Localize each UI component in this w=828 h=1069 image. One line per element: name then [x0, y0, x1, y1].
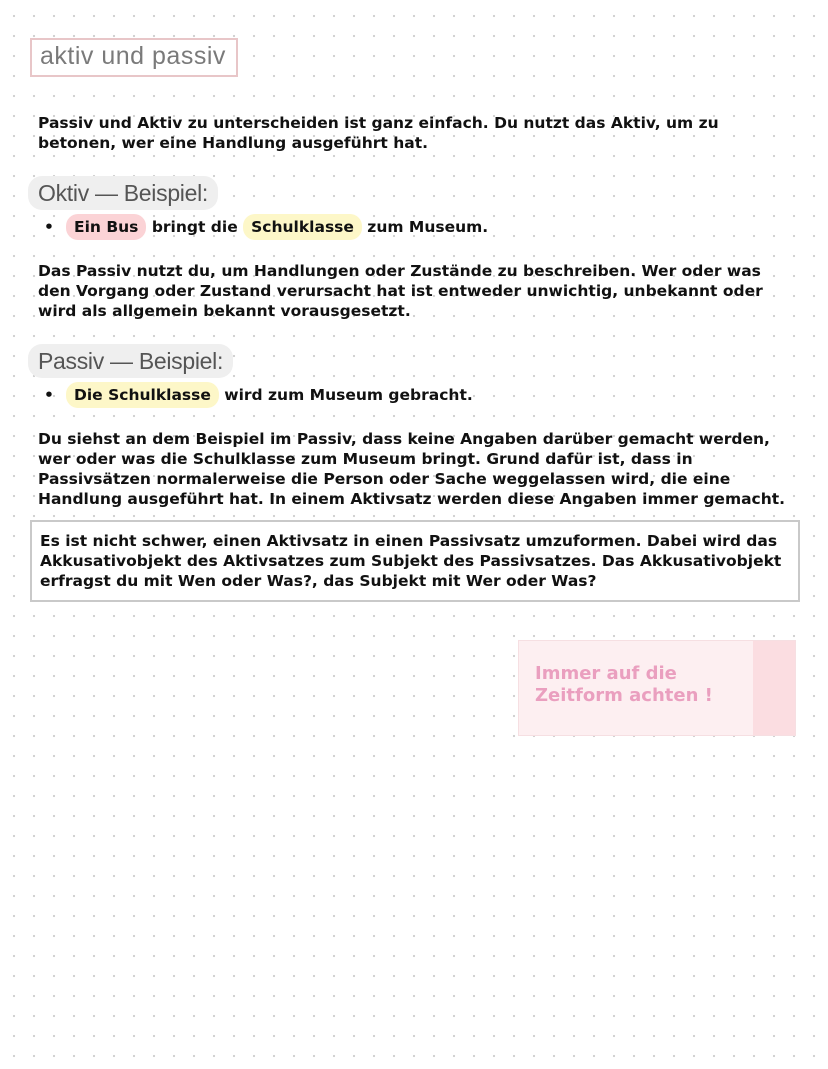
- info-box: [30, 520, 800, 602]
- passiv-explanation-paragraph: Das Passiv nutzt du, um Handlungen oder Zustände zu beschreiben. Wer oder was den Vorgang oder Zustand verursacht hat ist entweder unwichtig, unbekannt oder wird als allgemein bekannt vorausgesetzt.: [38, 262, 763, 320]
- sentence-rest: wird zum Museum gebracht.: [218, 386, 473, 404]
- sticky-note-tab: [753, 641, 795, 735]
- aktiv-example-sentence: [44, 213, 488, 241]
- sticky-note-text: Immer auf die Zeitform achten !: [535, 663, 713, 706]
- info-box-text: Es ist nicht schwer, einen Aktivsatz in einen Passivsatz umzuformen. Dabei wird das Akkusativobjekt des Aktivsatzes zum Subjekt des Passivsatzes. Das Akkusativobjekt erfragst du mit Wen oder Was?, das Subjekt mit Wer oder Was?: [40, 532, 782, 590]
- verb-text: bringt die: [146, 218, 244, 236]
- passiv-example-heading: Passiv — Beispiel:: [28, 344, 233, 378]
- subject-highlight: Die Schulklasse: [66, 382, 219, 408]
- aktiv-example-heading: Oktiv — Beispiel:: [28, 176, 218, 210]
- page-title: aktiv und passiv: [30, 38, 238, 77]
- bullet-icon: •: [44, 386, 54, 404]
- analysis-paragraph: Du siehst an dem Beispiel im Passiv, dass keine Angaben darüber gemacht werden, wer oder was die Schulklasse zum Museum bringt. Grund dafür ist, dass in Passivsätzen normalerweise die Person oder Sache weggelassen wird, die eine Handlung ausgeführt hat. In einem Aktivsatz werden diese Angaben immer gemacht.: [38, 430, 786, 508]
- passiv-example-sentence: [44, 381, 473, 409]
- sticky-note: [518, 640, 796, 736]
- subject-highlight: Ein Bus: [66, 214, 146, 240]
- object-highlight: Schulklasse: [243, 214, 362, 240]
- bullet-icon: •: [44, 218, 54, 236]
- sentence-rest: zum Museum.: [361, 218, 489, 236]
- intro-paragraph: Passiv und Aktiv zu unterscheiden ist ganz einfach. Du nutzt das Aktiv, um zu betonen, wer eine Handlung ausgeführt hat.: [38, 114, 719, 152]
